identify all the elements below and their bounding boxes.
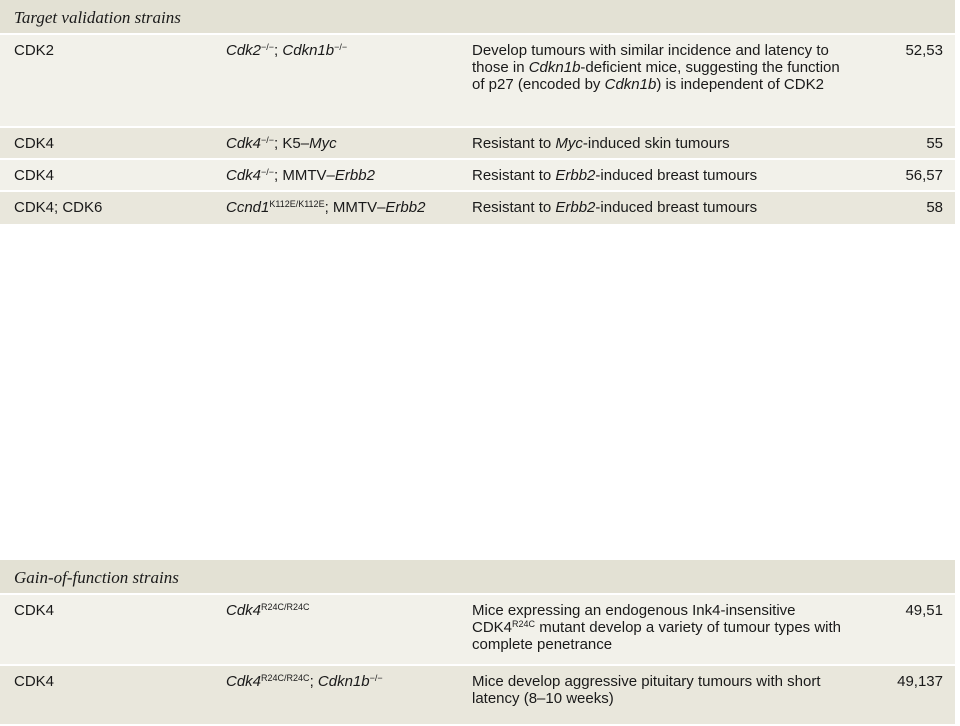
text-run: R24C/R24C: [261, 602, 310, 612]
text-run: Develop tumours with similar incidence and latency to those in: [472, 42, 829, 76]
table-row: [0, 192, 955, 226]
text-run: R24C: [512, 619, 536, 629]
text-run: Cdk4: [226, 673, 262, 690]
strain-cell: [226, 42, 347, 59]
table-row: [0, 595, 955, 666]
text-run: −/−: [261, 135, 275, 145]
target-cell: CDK4: [14, 602, 55, 619]
strain-cell: [226, 673, 383, 690]
text-run: R24C/R24C: [261, 673, 310, 683]
table-row: [0, 160, 955, 192]
text-run: Mice develop aggressive pituitary tumours with short latency (8–10 weeks): [472, 673, 821, 707]
text-run: Myc: [555, 135, 583, 152]
text-run: Erbb2: [555, 167, 596, 184]
section-heading: Target validation strains: [0, 0, 955, 35]
target-cell: CDK4: [14, 135, 55, 152]
table-row: [0, 128, 955, 160]
text-run: ; MMTV–: [324, 199, 386, 216]
text-run: Cdkn1b: [317, 673, 370, 690]
text-run: −/−: [334, 42, 348, 52]
text-run: Cdkn1b: [528, 59, 581, 76]
refs-cell: 55: [926, 135, 943, 152]
description-cell: [472, 42, 842, 93]
gain-of-function-table: [0, 560, 955, 726]
target-cell: CDK2: [14, 42, 55, 59]
text-run: Resistant to: [472, 135, 556, 152]
text-run: Cdkn1b: [604, 76, 657, 93]
refs-cell: 52,53: [905, 42, 943, 59]
strain-cell: [226, 167, 375, 184]
text-run: Mice expressing an endogenous Ink4-insensitive CDK4: [472, 602, 796, 636]
refs-cell: 49,137: [897, 673, 943, 690]
text-run: −/−: [261, 42, 275, 52]
strain-cell: [226, 135, 337, 152]
text-run: Cdk4: [226, 135, 262, 152]
refs-cell: 56,57: [905, 167, 943, 184]
text-run: -induced breast tumours: [595, 199, 758, 216]
target-cell: CDK4; CDK6: [14, 199, 103, 216]
text-run: mutant develop a variety of tumour types with complete penetrance: [472, 619, 842, 653]
refs-cell: 58: [926, 199, 943, 216]
description-cell: [472, 199, 842, 216]
table-row: [0, 666, 955, 726]
target-cell: CDK4: [14, 167, 55, 184]
section-heading: Gain-of-function strains: [0, 560, 955, 595]
text-run: ;: [274, 42, 283, 59]
text-run: -induced breast tumours: [595, 167, 758, 184]
text-run: Cdk4: [226, 167, 262, 184]
text-run: Cdkn1b: [282, 42, 335, 59]
text-run: Erbb2: [334, 167, 375, 184]
text-run: Cdk4: [226, 602, 262, 619]
target-cell: CDK4: [14, 673, 55, 690]
text-run: ;: [309, 673, 318, 690]
target-validation-table: [0, 0, 955, 226]
strain-cell: [226, 199, 425, 216]
text-run: −/−: [369, 673, 383, 683]
text-run: Myc: [309, 135, 337, 152]
text-run: −/−: [261, 167, 275, 177]
description-cell: [472, 167, 842, 184]
text-run: ; K5–: [274, 135, 310, 152]
text-run: -deficient mice, suggesting the function of p27 (encoded by: [472, 59, 840, 93]
description-cell: [472, 602, 842, 653]
text-run: Resistant to: [472, 167, 556, 184]
text-run: K112E/K112E: [269, 199, 325, 209]
description-cell: [472, 673, 842, 707]
text-run: Erbb2: [555, 199, 596, 216]
text-run: ) is independent of CDK2: [656, 76, 824, 93]
refs-cell: 49,51: [905, 602, 943, 619]
text-run: Cdk2: [226, 42, 262, 59]
table-row: [0, 35, 955, 128]
description-cell: [472, 135, 842, 152]
strain-cell: [226, 602, 310, 619]
text-run: Ccnd1: [226, 199, 270, 216]
text-run: -induced skin tumours: [582, 135, 730, 152]
text-run: ; MMTV–: [274, 167, 335, 184]
text-run: Erbb2: [385, 199, 426, 216]
text-run: Resistant to: [472, 199, 556, 216]
